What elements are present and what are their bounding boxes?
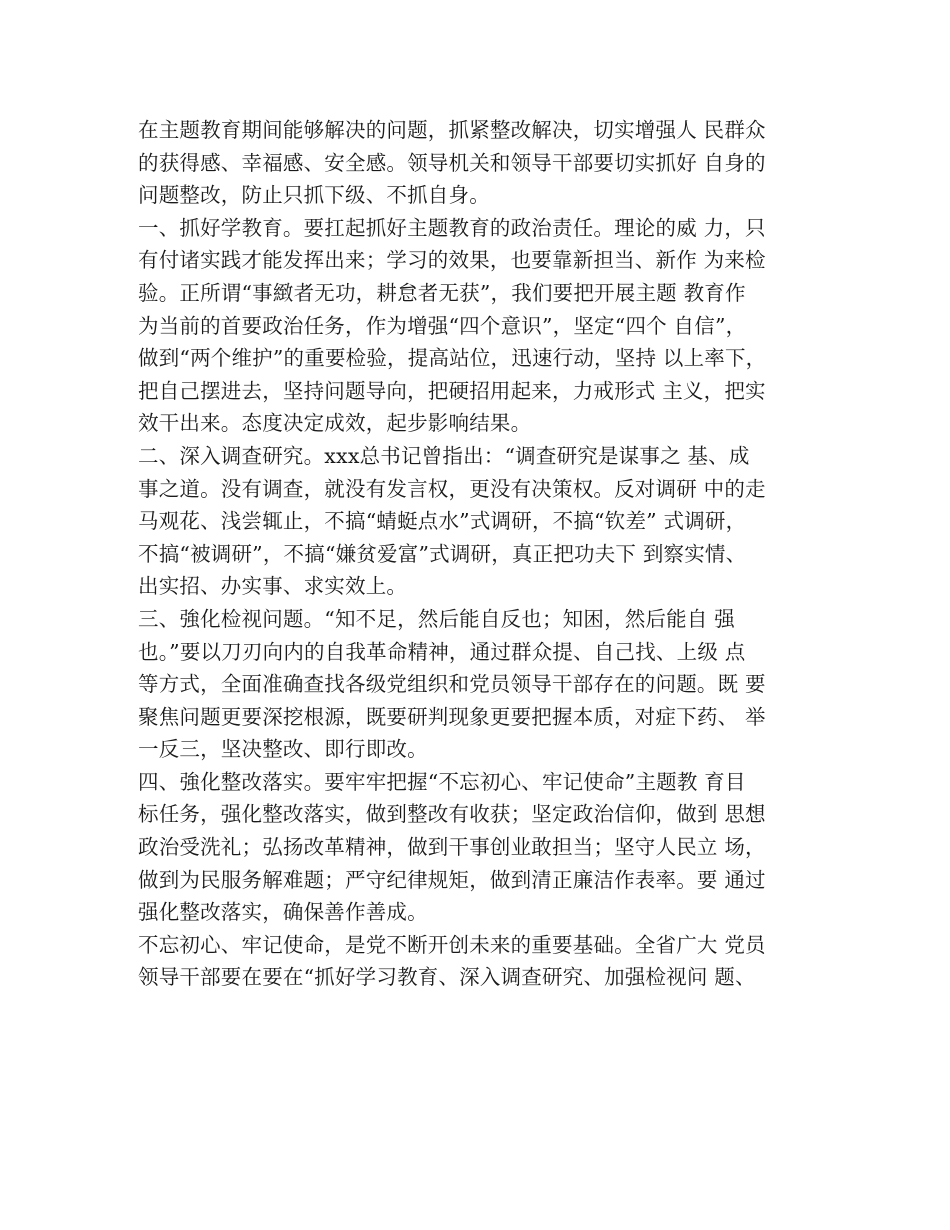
text-line: 也。”要以刀刃向内的自我革命精神，通过群众提、自己找、上级 点	[138, 639, 746, 664]
text-line: 强化整改落实，确保善作善成。	[138, 900, 428, 925]
text-line: 领导干部要在要在“抓好学习教育、深入调查研究、加强检视问 题、	[138, 965, 756, 990]
text-line: 有付诸实践才能发挥出来；学习的效果，也要靠新担当、新作 为来检	[138, 248, 766, 273]
text-line: 把自己摆进去，坚持问题导向，把硬招用起来，力戒形式 主义，把实	[138, 378, 766, 403]
text-line: 效干出来。态度决定成效，起步影响结果。	[138, 411, 532, 436]
text-line: 不忘初心、牢记使命，是党不断开创未来的重要基础。全省广大 党员	[138, 932, 766, 957]
text-line: 做到“两个维护”的重要检验，提高站位，迅速行动，坚持 以上率下，	[138, 346, 767, 371]
text-line: 一、抓好学教育。要扛起抓好主题教育的政治责任。理论的威 力，只	[138, 215, 766, 240]
text-line: 为当前的首要政治任务，作为增强“四个意识”，坚定“四个 自信”，	[138, 313, 747, 338]
text-line: 标任务，强化整改落实，做到整改有收获；坚定政治信仰，做到 思想	[138, 802, 766, 827]
text-line: 二、深入调查研究。xxx总书记曾指出：“调查研究是谋事之 基、成	[138, 443, 750, 468]
text-line: 事之道。没有调查，就没有发言权，更没有决策权。反对调研 中的走	[138, 476, 766, 501]
text-line: 的获得感、幸福感、安全感。领导机关和领导干部要切实抓好 自身的	[138, 150, 766, 175]
text-line: 四、強化整改落实。要牢牢把握“不忘初心、牢记使命”主题教 育目	[138, 769, 746, 794]
text-line: 聚焦问题更要深挖根源，既要研判现象更要把握本质，对症下药、 举	[138, 704, 766, 729]
text-line: 在主题教育期间能够解决的问题，抓紧整改解决，切实增强人 民群众	[138, 118, 766, 142]
text-line: 出实招、办实事、求实效上。	[138, 574, 408, 599]
text-line: 做到为民服务解难题；严守纪律规矩，做到清正廉洁作表率。要 通过	[138, 867, 766, 892]
body-text	[138, 114, 818, 994]
text-line: 问题整改，防止只抓下级、不抓自身。	[138, 183, 490, 208]
text-line: 等方式，全面准确查找各级党组织和党员领导干部存在的问题。既 要	[138, 672, 766, 697]
text-line: 三、強化检视问题。“知不足，然后能自反也；知困，然后能自 强	[138, 606, 735, 631]
text-line: 验。正所谓“事緻者无功，耕怠者无获”，我们要把开展主题 教育作	[138, 280, 746, 305]
text-line: 马观花、浅尝辄止，不搞“蜻蜓点水”式调研，不搞“钦差” 式调研，	[138, 509, 747, 534]
text-line: 不搞“被调研”，不搞“嫌贫爱富”式调研，真正把功夫下 到察实情、	[138, 541, 747, 566]
text-line: 一反三，坚决整改、即行即改。	[138, 737, 428, 762]
text-line: 政治受洗礼；弘扬改革精神，做到干事创业敢担当；坚守人民立 场，	[138, 835, 766, 860]
